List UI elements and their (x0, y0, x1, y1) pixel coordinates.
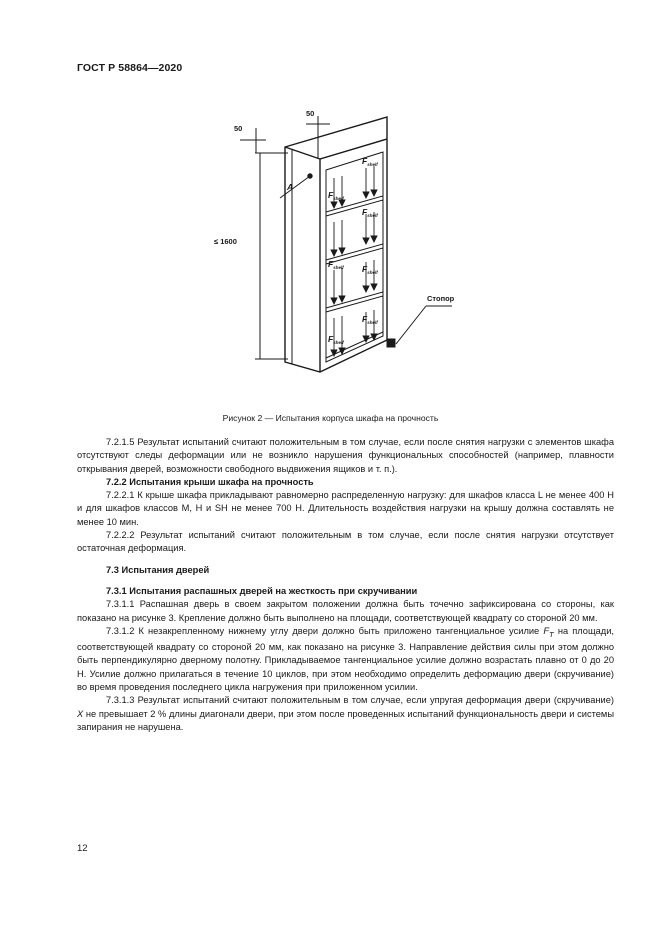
cabinet-figure (200, 100, 460, 400)
dim-side-label: 50 (234, 124, 243, 133)
force-label: F (328, 334, 334, 344)
force-label: F (362, 207, 368, 217)
svg-text:Fshelf (362, 156, 378, 167)
paragraph-7312-part1: 7.3.1.2 К незакрепленному нижнему углу двери должно быть приложено тангенциальное усилие (106, 625, 540, 636)
svg-text:Fshelf (362, 264, 378, 275)
force-subscript: shelf (333, 340, 344, 345)
point-a-label: A (287, 182, 294, 192)
force-label: F (328, 190, 334, 200)
force-label: F (362, 264, 368, 274)
svg-text:Fshelf (362, 314, 378, 325)
force-label: F (362, 314, 368, 324)
force-subscript-t: T (549, 629, 554, 639)
paragraph-7313-part2: не превышает 2 % длины диагонали двери, при этом после проведенных испытаний функциональность двери и системы запирания не нарушена. (77, 708, 614, 732)
paragraph-7311: 7.3.1.1 Распашная дверь в своем закрытом положении должна быть точечно зафиксирована со стороны, как показано на рисунке 3. Крепление должно быть выполнено на площади, соответствующей квадрату со стороной 20 мм. (77, 599, 614, 623)
force-subscript: shelf (367, 320, 378, 325)
cabinet-drawing (200, 100, 460, 400)
heading-722: 7.2.2 Испытания крыши шкафа на прочность (106, 476, 314, 487)
deformation-symbol: X (77, 708, 84, 719)
paragraph-7222: 7.2.2.2 Результат испытаний считают положительным в том случае, если после снятия нагрузки отсутствует остаточная деформация. (77, 530, 614, 554)
force-label: F (362, 156, 368, 166)
dim-height-label: ≤ 1600 (214, 237, 237, 246)
svg-text:Fshelf (362, 207, 378, 218)
document-header: ГОСТ Р 58864—2020 (77, 62, 183, 74)
paragraph-7312 (77, 625, 614, 694)
paragraph-7215: 7.2.1.5 Результат испытаний считают положительным в том случае, если после снятия нагрузки с элементов шкафа отсутствуют следы деформации или не возникло нарушения функциональных способностей (например, плавности открывания дверей, возможности свободного выдвижения ящиков и т. п.). (77, 437, 614, 474)
force-subscript: shelf (333, 265, 344, 270)
page-number: 12 (77, 843, 88, 854)
force-subscript: shelf (367, 213, 378, 218)
paragraph-7313 (77, 694, 614, 734)
force-symbol: F (543, 625, 550, 636)
body-text (77, 436, 614, 734)
paragraph-7312-part2: на площади, соответствующей квадрату со стороной 20 мм, как показано на рисунке 3. Направление действия силы при этом должно быть перпендикулярно дверному полотну. Прикладываемое тангенциальное усилие должно возрастать плавно от 0 до 20 Н. Усилие должно прилагаться в течение 10 циклов, при этом необходимо определить деформацию двери (скручивание) во время проведения последнего цикла нагружения при приложенном усилии. (77, 625, 614, 692)
force-subscript: shelf (367, 270, 378, 275)
force-subscript: shelf (333, 196, 344, 201)
stopper-label: Стопор (427, 294, 455, 303)
paragraph-7313-part1: 7.3.1.3 Результат испытаний считают положительным в том случае, если упругая деформация двери (скручивание) (106, 695, 614, 706)
figure-caption: Рисунок 2 — Испытания корпуса шкафа на прочность (222, 413, 439, 423)
paragraph-7221: 7.2.2.1 К крыше шкафа прикладывают равномерно распределенную нагрузку: для шкафов класса L не менее 400 Н и для шкафов классов M, H и SH не менее 700 Н. Длительность воздействия нагрузки на крышу должна составлять не менее 10 мин. (77, 490, 614, 527)
force-label: F (328, 259, 334, 269)
force-subscript: shelf (367, 162, 378, 167)
heading-73: 7.3 Испытания дверей (106, 564, 210, 575)
heading-731: 7.3.1 Испытания распашных дверей на жесткость при скручивании (106, 585, 418, 596)
dim-top-label: 50 (306, 109, 315, 118)
